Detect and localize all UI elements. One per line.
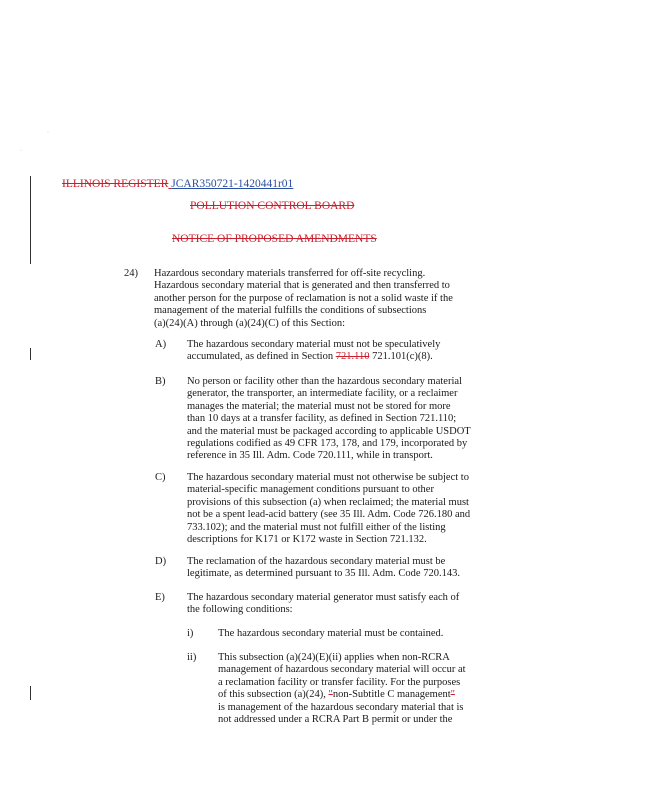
text-line: The hazardous secondary material must not be speculatively [187,339,441,350]
item-e-text [187,592,487,617]
text-line: than 10 days at a transfer facility, as defined in Section 721.110; [187,413,457,425]
change-bar [30,176,31,264]
scan-speck: · [20,148,22,154]
item-d-label: D) [155,556,167,567]
text-line: The hazardous secondary material must be contained. [218,628,444,639]
text-line: is management of the hazardous secondary material that is [218,701,464,713]
text-line: Hazardous secondary material that is generated and then transferred to [154,280,450,292]
scan-speck: · [47,130,49,136]
item-c-label: C) [155,472,166,483]
text-line: descriptions for K171 or K172 waste in Section 721.132. [187,534,427,546]
notice-heading: NOTICE OF PROPOSED AMENDMENTS [172,233,377,245]
item-d-text [187,556,487,581]
item-e-i-text [218,628,488,640]
text-line: of this subsection (a)(24), "non-Subtitle C management" [218,689,455,701]
text-line: manages the material; the material must not be stored for more [187,400,451,412]
text-line: reference in 35 Ill. Adm. Code 720.111, while in transport. [187,450,433,462]
deleted-quote: " [450,689,455,701]
text-line: material-specific management conditions pursuant to other [187,484,434,496]
text-line: (a)(24)(A) through (a)(24)(C) of this Section: [154,317,345,329]
text-line: the following conditions: [187,604,293,616]
change-bar [30,686,31,700]
item-e-label: E) [155,592,165,603]
text-line: The hazardous secondary material must not otherwise be subject to [187,472,469,483]
text-line: legitimate, as determined pursuant to 35 Ill. Adm. Code 720.143. [187,568,460,580]
text-line: and the material must be packaged according to applicable USDOT [187,425,471,437]
item-b-text [187,376,487,463]
text-line: No person or facility other than the hazardous secondary material [187,376,462,387]
text-line: The reclamation of the hazardous secondary material must be [187,556,446,567]
deleted-quote: " [328,689,333,701]
text-line: provisions of this subsection (a) when reclaimed; the material must [187,496,469,508]
text-line: management of hazardous secondary material will occur at [218,664,466,676]
register-prefix: ILLINOIS REGISTER [62,178,169,190]
item-e-ii-text [218,652,488,726]
register-header [62,178,293,190]
text-line: regulations codified as 49 CFR 173, 178, and 179, incorporated by [187,438,468,450]
text-line: Hazardous secondary materials transferred for off-site recycling. [154,268,426,279]
deleted-text: 721.110 [335,351,370,363]
item-e-ii-label: ii) [187,652,197,663]
text-line: accumulated, as defined in Section 721.110 721.101(c)(8). [187,351,433,363]
item-24-label: 24) [124,268,138,279]
item-e-i-label: i) [187,628,194,639]
text-line: This subsection (a)(24)(E)(ii) applies when non-RCRA [218,652,450,663]
item-24-text [154,268,484,330]
text-line: The hazardous secondary material generator must satisfy each of [187,592,460,603]
text-line: 733.102); and the material must not fulfill either of the listing [187,521,446,533]
change-bar [30,348,31,360]
text-line: generator, the transporter, an intermediate facility, or a reclaimer [187,388,458,400]
text-line: not addressed under a RCRA Part B permit or under the [218,714,453,726]
text-line: a reclamation facility or transfer facility. For the purposes [218,676,461,688]
item-a-label: A) [155,339,167,350]
item-c-text [187,472,487,546]
text-line: management of the material fulfills the conditions of subsections [154,305,427,317]
text-line: not be a spent lead-acid battery (see 35 Ill. Adm. Code 726.180 and [187,509,471,521]
text-line: another person for the purpose of reclamation is not a solid waste if the [154,292,453,304]
board-heading: POLLUTION CONTROL BOARD [190,200,355,212]
item-a-text [187,339,487,364]
register-code: JCAR350721-1420441r01 [171,178,294,190]
item-b-label: B) [155,376,166,387]
